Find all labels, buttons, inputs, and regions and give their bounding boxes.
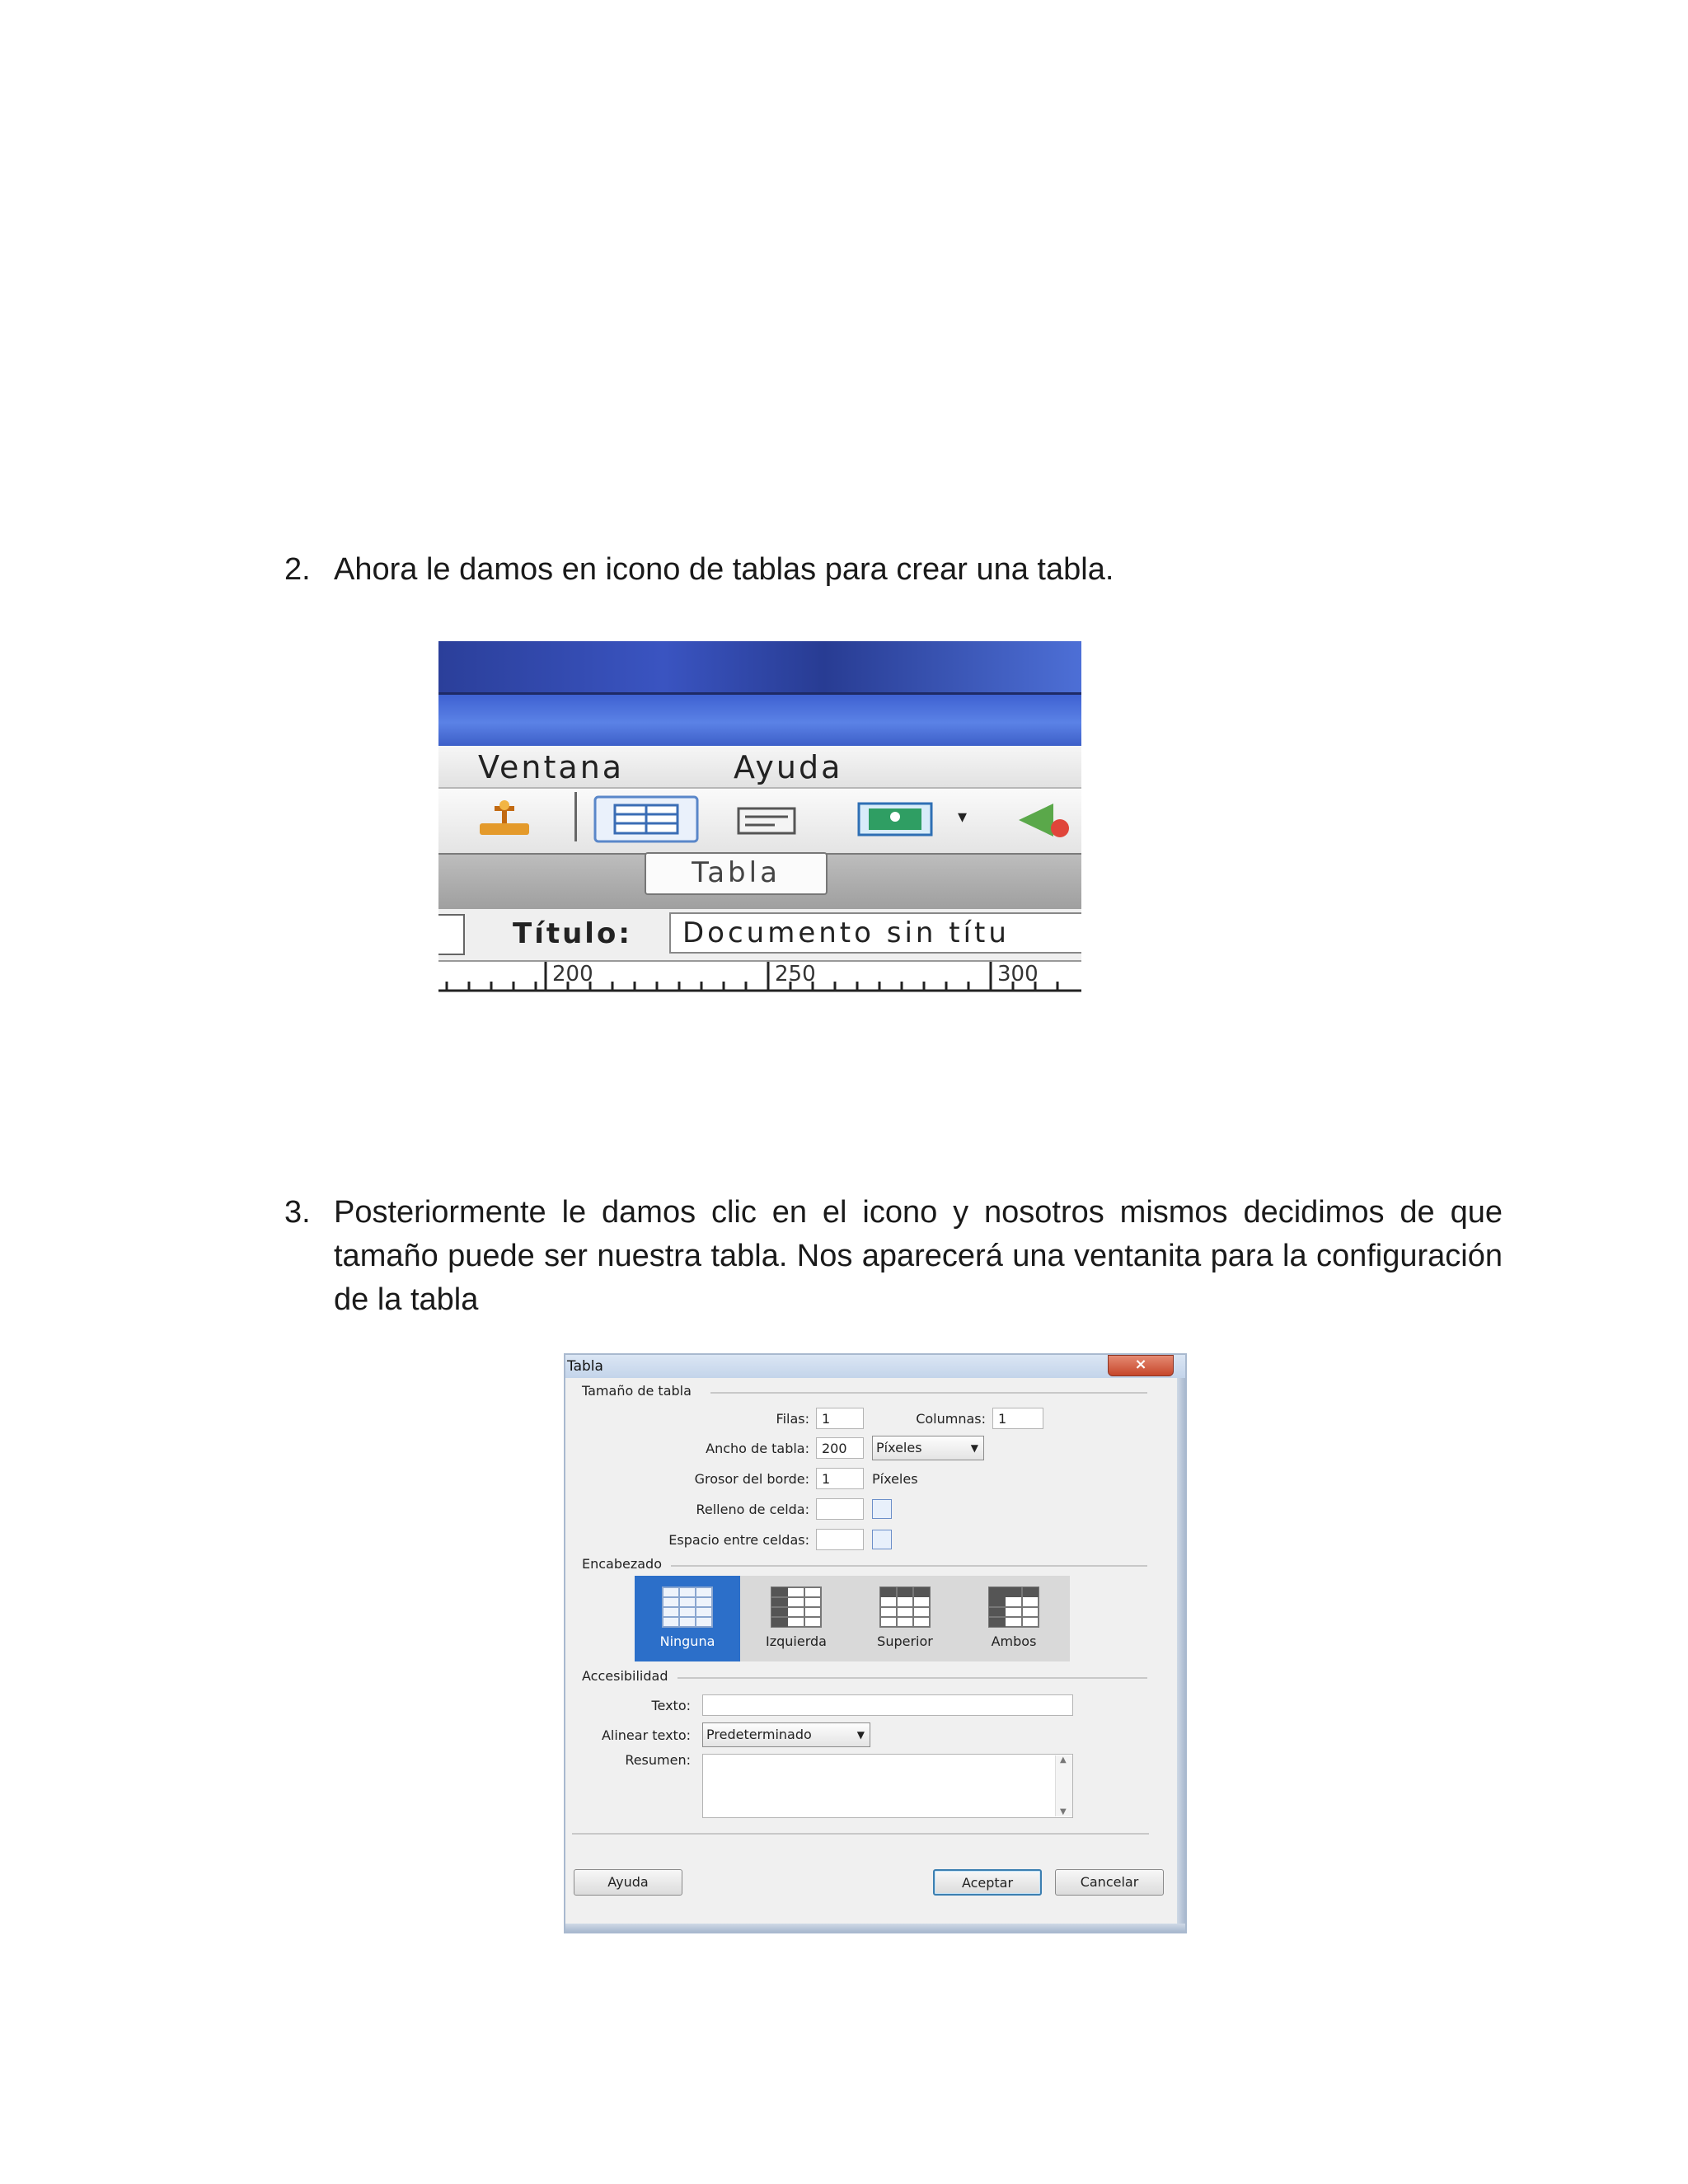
border-label: Grosor del borde: bbox=[694, 1471, 809, 1487]
dropdown-arrow-icon[interactable]: ▾ bbox=[958, 807, 968, 827]
cancel-button[interactable]: Cancelar bbox=[1055, 1869, 1164, 1896]
window-caption bbox=[438, 695, 1081, 746]
toolbar-screenshot bbox=[438, 641, 1081, 992]
section-header: Encabezado bbox=[582, 1556, 662, 1572]
section-table-size: Tamaño de tabla bbox=[582, 1383, 692, 1399]
title-label: Título: bbox=[513, 917, 632, 950]
window-titlebar bbox=[438, 641, 1081, 692]
padding-field[interactable] bbox=[816, 1498, 864, 1520]
ruler-label: 300 bbox=[997, 962, 1039, 987]
title-field[interactable]: Documento sin títu bbox=[669, 912, 1081, 954]
help-button[interactable]: Ayuda bbox=[574, 1869, 682, 1896]
table-both-header-icon bbox=[987, 1586, 1040, 1629]
spacing-field[interactable] bbox=[816, 1529, 864, 1550]
menu-ventana[interactable]: Ventana bbox=[478, 749, 625, 785]
table-none-icon bbox=[661, 1586, 714, 1629]
header-option-both[interactable]: Ambos bbox=[961, 1576, 1067, 1661]
header-option-none[interactable]: Ninguna bbox=[635, 1576, 740, 1661]
menu-ayuda[interactable]: Ayuda bbox=[734, 749, 843, 785]
widget-icon[interactable] bbox=[1015, 799, 1081, 840]
width-label: Ancho de tabla: bbox=[706, 1441, 809, 1456]
menu-bar bbox=[438, 746, 1081, 789]
border-field[interactable]: 1 bbox=[816, 1468, 864, 1489]
table-dialog bbox=[565, 1355, 1185, 1932]
rows-field[interactable]: 1 bbox=[816, 1408, 864, 1429]
close-button[interactable]: × bbox=[1108, 1355, 1174, 1376]
table-icon[interactable] bbox=[593, 795, 699, 843]
header-option-top[interactable]: Superior bbox=[852, 1576, 958, 1661]
table-top-header-icon bbox=[879, 1586, 931, 1629]
columns-field[interactable]: 1 bbox=[992, 1408, 1043, 1429]
toolbar-divider bbox=[574, 792, 577, 841]
spacing-label: Espacio entre celdas: bbox=[668, 1532, 809, 1548]
text-label: Texto: bbox=[651, 1698, 691, 1713]
section-accessibility: Accesibilidad bbox=[582, 1668, 668, 1684]
cell-spacing-icon bbox=[872, 1530, 892, 1549]
width-field[interactable]: 200 bbox=[816, 1437, 864, 1459]
summary-scrollbar[interactable] bbox=[1055, 1755, 1072, 1816]
step-number: 2. bbox=[284, 552, 311, 587]
layer-icon[interactable] bbox=[734, 799, 799, 840]
scroll-down-icon[interactable]: ▼ bbox=[1060, 1807, 1067, 1816]
align-label: Alinear texto: bbox=[601, 1727, 691, 1743]
chevron-down-icon: ▼ bbox=[856, 1729, 865, 1741]
ruler-label: 200 bbox=[552, 962, 593, 987]
scroll-up-icon[interactable]: ▲ bbox=[1060, 1755, 1067, 1765]
columns-label: Columnas: bbox=[916, 1411, 986, 1427]
padding-label: Relleno de celda: bbox=[696, 1502, 809, 1517]
chevron-down-icon: ▼ bbox=[970, 1442, 978, 1454]
ruler-label: 250 bbox=[775, 962, 816, 987]
step-number: 3. bbox=[284, 1195, 311, 1230]
step-text: Posteriormente le damos clic en el icono y nosotros mismos decidimos de que tamaño puede ser nuestra tabla. Nos aparecerá una ventanita para la configuración de la tabla bbox=[334, 1195, 1503, 1317]
document-toolbar bbox=[438, 909, 1081, 962]
insert-toolbar bbox=[438, 789, 1081, 853]
ok-button[interactable]: Aceptar bbox=[933, 1869, 1042, 1896]
summary-field[interactable] bbox=[702, 1754, 1073, 1818]
code-view-toggle[interactable] bbox=[438, 914, 465, 955]
border-unit: Píxeles bbox=[872, 1471, 918, 1487]
dialog-titlebar bbox=[565, 1355, 1185, 1378]
anchor-icon[interactable] bbox=[471, 799, 537, 840]
ruler bbox=[438, 962, 1081, 992]
cell-padding-icon bbox=[872, 1499, 892, 1519]
header-option-left[interactable]: Izquierda bbox=[743, 1576, 849, 1661]
table-left-header-icon bbox=[770, 1586, 823, 1629]
width-unit-select[interactable]: Píxeles ▼ bbox=[872, 1436, 984, 1460]
rows-label: Filas: bbox=[776, 1411, 809, 1427]
dialog-title: Tabla bbox=[567, 1358, 603, 1375]
align-select[interactable]: Predeterminado ▼ bbox=[702, 1722, 870, 1747]
text-field[interactable] bbox=[702, 1694, 1073, 1716]
image-icon[interactable] bbox=[856, 799, 935, 840]
step-text: Ahora le damos en icono de tablas para crear una tabla. bbox=[334, 552, 1114, 587]
header-options bbox=[635, 1576, 1070, 1661]
tooltip-tabla: Tabla bbox=[645, 852, 828, 895]
summary-label: Resumen: bbox=[625, 1752, 691, 1768]
ruler-ticks bbox=[438, 962, 1081, 992]
